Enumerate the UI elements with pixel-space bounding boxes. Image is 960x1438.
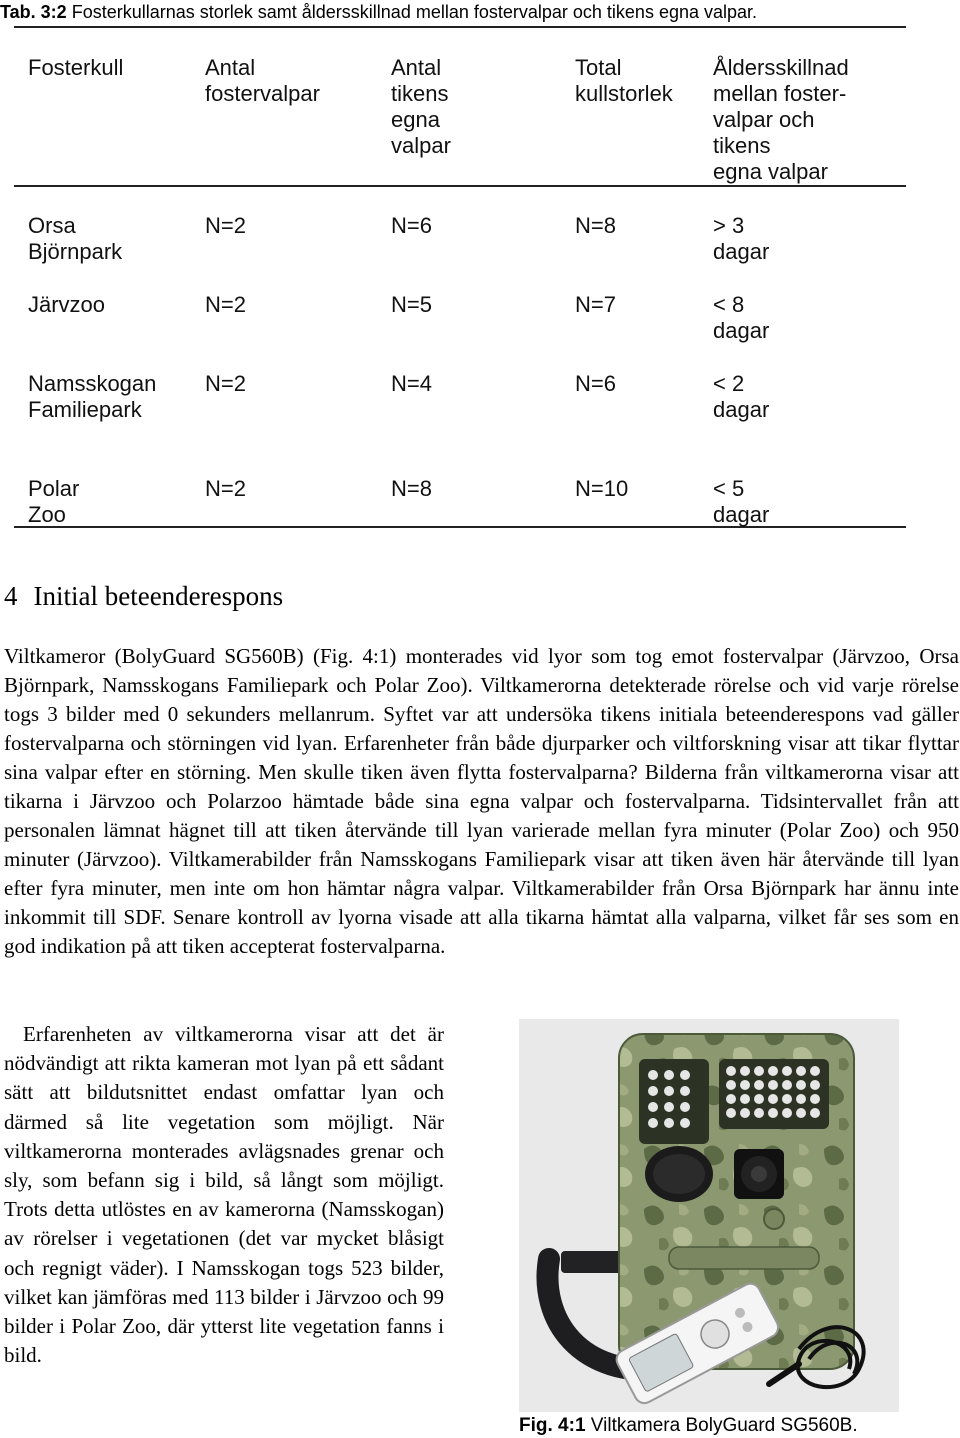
table-top-rule: [14, 26, 906, 28]
table-caption: [0, 0, 960, 24]
header-cell: Antal fostervalpar: [205, 55, 320, 106]
table-caption-label: Tab. 3:2: [0, 2, 67, 22]
table-cell: N=5: [391, 292, 432, 317]
table-cell: N=7: [575, 292, 616, 317]
header-cell: Total kullstorlek: [575, 55, 673, 106]
table-cell: N=2: [205, 371, 246, 396]
table-cell: N=6: [391, 213, 432, 238]
table-cell: N=2: [205, 292, 246, 317]
figure-caption-text: Viltkamera BolyGuard SG560B.: [590, 1415, 858, 1436]
table-cell: N=8: [391, 476, 432, 501]
table-cell: N=8: [575, 213, 616, 238]
header-cell: Åldersskillnad mellan foster- valpar och tikens egna valpar: [713, 55, 849, 184]
header-cell: Fosterkull: [28, 55, 124, 80]
trail-camera-photo: [519, 1019, 899, 1412]
table-cell: Polar Zoo: [28, 476, 80, 527]
table-cell: N=2: [205, 213, 246, 238]
table-cell: > 3 dagar: [713, 213, 770, 264]
table-cell: < 8 dagar: [713, 292, 770, 343]
table-cell: Orsa Björnpark: [28, 213, 123, 264]
section-heading: [4, 580, 283, 612]
table-cell: < 2 dagar: [713, 371, 770, 422]
table-cell: Järvzoo: [28, 292, 106, 317]
header-cell: Antal tikens egna valpar: [391, 55, 451, 158]
table-cell: N=4: [391, 371, 432, 396]
figure-caption-label: Fig. 4:1: [519, 1415, 586, 1436]
figure-caption: [519, 1414, 858, 1438]
table-cell: < 5 dagar: [713, 476, 770, 527]
body-paragraph-second: Erfarenheten av viltkamerorna visar att det är nödvändigt att rikta kameran mot lyan på ett sådant sätt att bildutsnittet endast omfattar lyan och därmed så lite vegetation som möjligt. När viltkamerorna monterades avlägsnades grenar och sly, som befann sig i bild, så långt som möjligt. Trots detta utlöstes en av kamerorna (Namsskogan) av rörelser i vegetationen (det var mycket blåsigt och regnigt väder). I Namsskogan togs 523 bilder, vilket kan jämföras med 113 bilder i Järvzoo och 99 bilder i Polar Zoo, där ytterst lite vegetation fanns i bild.: [4, 1022, 444, 1368]
table-cell: Namsskogan Familiepark: [28, 371, 157, 422]
section-title: Initial beteenderespons: [33, 581, 284, 611]
table-header-rule: [14, 185, 906, 187]
table-caption-text: Fosterkullarnas storlek samt åldersskillnad mellan fostervalpar och tikens egna valpar.: [71, 2, 758, 22]
section-number: 4: [4, 581, 18, 611]
table-bottom-rule: [14, 526, 906, 528]
body-paragraph-main: Viltkameror (BolyGuard SG560B) (Fig. 4:1) monterades vid lyor som tog emot fostervalpar (Järvzoo, Orsa Björnpark, Namsskogans Familiepark och Polar Zoo). Viltkamerorna detekterade rörelse och vid varje rörelse togs 3 bilder med 0 sekunders mellanrum. Syftet var att undersöka tikens initiala beteenderespons vad gäller fostervalparna och störningen vid lyan. Erfarenheter från både djurparker och viltforskning visar att tikar flyttar sina valpar efter en störning. Men skulle tiken även flytta fostervalparna? Bilderna från viltkamerorna visar att tikarna i Järvzoo och Polarzoo hämtade både sina egna valpar och fostervalparna. Tidsintervallet från att personalen lämnat hägnet till att tiken återvände till lyan varierade mellan fyra minuter (Polar Zoo) och 950 minuter (Järvzoo). Viltkamerabilder från Namsskogans Familiepark visar att tiken även här återvände till lyan efter fyra minuter, men inte om hon hämtar några valpar. Viltkamerabilder från Orsa Björnpark har ännu inte inkommit till SDF. Senare kontroll av lyorna visade att alla tikarna hämtat alla valparna, vilket får ses som en god indikation på att tiken accepterat fostervalparna.: [4, 644, 959, 958]
table-cell: N=2: [205, 476, 246, 501]
table-cell: N=10: [575, 476, 629, 501]
table-cell: N=6: [575, 371, 616, 396]
